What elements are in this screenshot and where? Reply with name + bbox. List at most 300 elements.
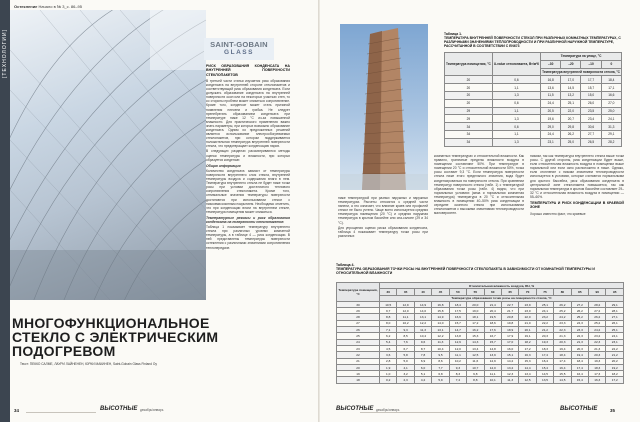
table-cell: 0,6 — [492, 76, 540, 84]
table-cell: 8,6 — [432, 358, 449, 364]
table-cell: 25,1 — [536, 301, 553, 307]
table-cell: 18,3 — [536, 345, 553, 351]
table-cell: 13,6 — [541, 84, 561, 92]
table-cell: 29,0 — [541, 123, 561, 131]
table-cell: 23,3 — [571, 327, 588, 333]
table-cell: 7,4 — [449, 377, 466, 383]
t4-rh-col: 50 — [449, 289, 466, 295]
table-cell: 12,9 — [449, 339, 466, 345]
table-cell: 8,7 — [414, 345, 431, 351]
table-cell: 20,3 — [554, 339, 571, 345]
table-cell: 26,2 — [589, 314, 606, 320]
table-cell: 23,4 — [581, 115, 601, 123]
table-cell: 17,4 — [536, 352, 553, 358]
table-cell: 0,2 — [380, 377, 397, 383]
t4-rh-col: 75 — [536, 289, 553, 295]
t4-rh-col: 80 — [554, 289, 571, 295]
t4-head-rh: Относительная влажность воздуха, RH, % — [380, 283, 624, 289]
table-cell: 18,3 — [589, 364, 606, 370]
table-row — [337, 377, 624, 383]
table-cell: 24,2 — [589, 327, 606, 333]
table-cell: 18,4 — [601, 76, 621, 84]
table-cell: 20 — [445, 76, 493, 84]
table-cell: 4,5 — [380, 345, 397, 351]
table-cell: 19,8 — [501, 320, 518, 326]
table-cell: 18,1 — [467, 314, 484, 320]
table-cell: 27,7 — [581, 130, 601, 138]
table-cell: 25,1 — [606, 327, 624, 333]
saint-gobain-logo — [204, 38, 274, 60]
t4-rh-col: 30 — [380, 289, 397, 295]
table-cell: 15,5 — [554, 371, 571, 377]
table-cell: 0,6 — [492, 99, 540, 107]
table-cell: 11,6 — [467, 358, 484, 364]
t1-head-outside: Температура на улице, °С — [541, 53, 622, 61]
table-cell: 18,4 — [554, 352, 571, 358]
table-cell: 26,5 — [581, 138, 601, 146]
table-cell: 8,5 — [397, 333, 414, 339]
table-cell: 22,0 — [561, 107, 581, 115]
skyscraper-illustration — [340, 24, 428, 190]
table-cell: 22,2 — [536, 320, 553, 326]
table-cell: 23,3 — [554, 320, 571, 326]
table-cell: 15,4 — [571, 377, 588, 383]
glass-atrium-photo — [10, 10, 206, 300]
table-cell: 13,2 — [561, 91, 581, 99]
building-photo — [340, 24, 428, 190]
table-cell: 7,1 — [380, 327, 397, 333]
table-cell: 27,2 — [589, 308, 606, 314]
t1-head-u: U-value стеклопакета, Вт/м²К — [492, 53, 540, 76]
table-cell: 22,0 — [519, 314, 536, 320]
table-cell: 14,4 — [519, 364, 536, 370]
right-text-column-3 — [530, 154, 624, 217]
table-cell: 24,3 — [571, 320, 588, 326]
table-cell: 9,5 — [432, 352, 449, 358]
table-cell: 16,0 — [501, 345, 518, 351]
table-cell: 16,2 — [467, 327, 484, 333]
table-cell: 15,7 — [581, 84, 601, 92]
logo-sub: GLASS — [224, 49, 254, 56]
table-cell: 15,3 — [519, 358, 536, 364]
table-cell: 20,3 — [571, 345, 588, 351]
table-cell: 22,3 — [554, 327, 571, 333]
table-cell: 10,4 — [432, 345, 449, 351]
table-cell: 12,2 — [432, 333, 449, 339]
table-cell: 23,2 — [536, 314, 553, 320]
section-side-strip — [0, 0, 10, 422]
table1-caption — [444, 32, 622, 48]
table-cell: 24,4 — [541, 99, 561, 107]
table-cell: 7,7 — [432, 364, 449, 370]
table-cell: 20 — [337, 364, 380, 370]
section-side-label: [ТЕХНОЛОГИИ] — [2, 28, 8, 78]
table-cell: 27,2 — [571, 301, 588, 307]
table-cell: 16,4 — [536, 358, 553, 364]
table-cell: 21,3 — [554, 333, 571, 339]
t4-rh-col: 90 — [589, 289, 606, 295]
table-cell: 16,6 — [601, 91, 621, 99]
table-cell: 25,1 — [561, 99, 581, 107]
table-cell: 29,8 — [561, 123, 581, 131]
table-inner-glass-temperature — [444, 52, 622, 147]
t4-rh-col: 35 — [397, 289, 414, 295]
table-cell: 14,0 — [432, 320, 449, 326]
table-cell: 7,8 — [414, 352, 431, 358]
table-cell: 20 — [445, 84, 493, 92]
table-cell: 5,1 — [414, 371, 431, 377]
table-row — [445, 115, 622, 123]
table-cell: 15,4 — [536, 364, 553, 370]
table-cell: 28 — [337, 314, 380, 320]
table-cell: 18 — [337, 377, 380, 383]
table-cell: 16,7 — [484, 333, 501, 339]
table-cell: 25,0 — [601, 107, 621, 115]
edge-zone-heading: ТЕМПЕРАТУРА И РИСК КОНДЕНСАЦИИ В КРАЕВОЙ ЗОНЕ — [530, 201, 624, 210]
table-cell: 20,8 — [501, 314, 518, 320]
table-cell: 14,9 — [432, 314, 449, 320]
table-cell: 14,0 — [414, 308, 431, 314]
table-cell: 11,1 — [397, 314, 414, 320]
paragraph: Для упрощения оценки риска образования конденсата, таблица 4 показывает температуру точки росы при различных — [338, 225, 428, 238]
table-cell: 12,5 — [467, 352, 484, 358]
table-cell: 14,5 — [536, 371, 553, 377]
table-cell: 20,0 — [467, 301, 484, 307]
table-cell: 13,8 — [449, 333, 466, 339]
table4-body — [337, 301, 624, 383]
table-cell: 34 — [445, 123, 493, 131]
t1-head-inner: Температура внутренней поверхности стекла, °С — [542, 69, 620, 74]
table-cell: 23,9 — [519, 301, 536, 307]
table-cell: 5,8 — [397, 352, 414, 358]
table-cell: 17,2 — [606, 377, 624, 383]
table-row — [445, 107, 622, 115]
t1-outside-col: –30 — [541, 60, 561, 68]
table-cell: 20 — [445, 99, 493, 107]
table-cell: 14,5 — [554, 377, 571, 383]
table-cell: 21,4 — [484, 301, 501, 307]
table-cell: 12,0 — [449, 345, 466, 351]
table-cell: 19,3 — [536, 339, 553, 345]
table-cell: 9,3 — [397, 327, 414, 333]
magazine-name-left: ВЫСОТНЫЕ — [100, 406, 138, 412]
table4-label: Таблица 4. — [336, 263, 355, 267]
table-cell: 22 — [337, 352, 380, 358]
table-row — [445, 76, 622, 84]
footer-rule-right — [360, 412, 520, 413]
table-cell: 1,0 — [380, 371, 397, 377]
paragraph: комнатных температурах и относительной влажности. Как правило, граничные пределы влажности воздуха в помещении составляют 50%. При температуре в помещении 20 °С и относительной влажности 50%, точка росы составит 9,3 °С. Если температура поверхности стекла ниже этого предельного значения, вода будет конденсироваться на поверхности стекла. При сравнении температур поверхности стекла (табл. 1) с температурой образования точки росы (табл. 4) видно, что при нормальных условиях (зима и нормальная комнатная температура) температура в 20 °С и относительная влажность в помещении 40–50% риск конденсации в середине оконного стекла при использовании стеклопакетов с высокими значениями теплопроводности маловероятен. — [434, 154, 524, 216]
table-cell: 25,2 — [589, 320, 606, 326]
table-cell: 17,4 — [554, 358, 571, 364]
table-cell: 21,3 — [589, 345, 606, 351]
table-cell: 6,2 — [380, 333, 397, 339]
table-cell: 22,2 — [606, 345, 624, 351]
table-cell: 23 — [337, 345, 380, 351]
table-cell: 15,7 — [484, 339, 501, 345]
table-cell: 2,8 — [380, 358, 397, 364]
table-cell: 17,7 — [581, 76, 601, 84]
table-cell: 17,4 — [571, 364, 588, 370]
table-cell: 5,4 — [380, 339, 397, 345]
t4-rh-col: 60 — [484, 289, 501, 295]
table-cell: 17,5 — [449, 308, 466, 314]
table-cell: 7,6 — [397, 339, 414, 345]
table-cell: 26,2 — [571, 308, 588, 314]
table-cell: 6,8 — [432, 371, 449, 377]
t4-rh-col: 45 — [432, 289, 449, 295]
table-cell: 9,3 — [449, 364, 466, 370]
table-cell: 17,2 — [519, 345, 536, 351]
paragraph: низким, так как температура внутреннего стекла выше точки росы. С другой стороны, риск конденсации будет выше, если относительная влажность воздуха в помещении выше нормальной или если окно расположено в нише. Однако, если отопление с низким значением теплопроводности используется в условиях, которые считаются нормальными для крытого бассейна, риск образования конденсата в центральной зоне стеклопакета повышается, так как нормальная температура в крытом бассейне составляет 29–32 °С и относительная влажность воздуха в помещении — 55–60%. — [530, 154, 624, 199]
table-cell: 19,0 — [467, 308, 484, 314]
table-cell: 18,2 — [519, 339, 536, 345]
table-cell: 12,3 — [501, 371, 518, 377]
table-cell: 24,1 — [606, 333, 624, 339]
table-cell: 25 — [337, 333, 380, 339]
table-cell: 19,6 — [541, 115, 561, 123]
table-cell: 24,1 — [601, 115, 621, 123]
table-cell: 4,1 — [397, 364, 414, 370]
t4-rh-col: 85 — [571, 289, 588, 295]
table-cell: 17,1 — [601, 84, 621, 92]
t1-outside-col: –10 — [581, 60, 601, 68]
table-cell: 21,3 — [571, 339, 588, 345]
table-cell: 26,0 — [581, 99, 601, 107]
table-cell: 15,0 — [581, 91, 601, 99]
table-cell: 13,4 — [467, 345, 484, 351]
table-cell: 26,1 — [606, 320, 624, 326]
table-cell: 16,4 — [571, 371, 588, 377]
table-cell: 16,6 — [449, 314, 466, 320]
table-cell: 14,7 — [449, 327, 466, 333]
table-cell: 29 — [445, 115, 493, 123]
table-cell: 1,1 — [492, 130, 540, 138]
glass-atrium-illustration — [10, 10, 206, 300]
t4-rh-col: 65 — [501, 289, 518, 295]
t4-rh-col: 70 — [519, 289, 536, 295]
table-cell: 13,9 — [484, 352, 501, 358]
paragraph: Хорошо известно факт, что краевые — [530, 211, 586, 216]
table-cell: 11,3 — [432, 339, 449, 345]
paragraph: Таблица 1 показывает температуру внутреннего стекла при различных уровнях комнатной температуры, а в таблице 4 — риск конденсации. В ней представлены температуры поверхности остекления с различными значениями сопротивления теплопередаче. — [206, 225, 290, 250]
table-cell: 3,6 — [380, 352, 397, 358]
table-cell: 21 — [337, 358, 380, 364]
table-cell: 24 — [337, 339, 380, 345]
table-cell: 1,9 — [380, 364, 397, 370]
table-cell: 6,9 — [414, 358, 431, 364]
table-cell: 20,3 — [536, 333, 553, 339]
table-cell: 20,1 — [519, 327, 536, 333]
table-cell: 27 — [337, 320, 380, 326]
table-cell: 12,9 — [484, 358, 501, 364]
magazine-name-right: ВЫСОТНЫЕ — [336, 406, 374, 412]
paragraph: В третьей части статьи изучается риск образования конденсата на внутренней стороне стеклопакетов и соответствующий риск образования конденсата. Если допускать образование конденсата на внутренней поверхности окон или на некоторых участках стен, то со стороны проблем может снизиться сопротивление. Кроме того, конденсат может стать причиной появления плесени и грибка. Не следует пренебрегать образованием конденсата при температуре ниже 12 °С из-за повышенной влажности. Для практического применения важно знать параметры, при которых возможно образование конденсата. Одним из предложенных решений является использование электрообогреваемых стеклопакетов, при котором поддерживается положительная температура внутренней поверхности стекла, что предотвращает конденсацию паров. — [206, 78, 290, 149]
table-cell: 10,2 — [449, 358, 466, 364]
table-cell: 11,1 — [484, 371, 501, 377]
page-number-left: 34 — [14, 408, 19, 413]
table-cell: 28,2 — [589, 301, 606, 307]
t1-outside-col: –20 — [561, 60, 581, 68]
table-cell: 17,0 — [501, 339, 518, 345]
table-cell: 19,1 — [519, 333, 536, 339]
table-cell: 14,5 — [561, 84, 581, 92]
table-cell: 22,7 — [501, 301, 518, 307]
table-cell: 30,6 — [581, 123, 601, 131]
table-cell: 17,9 — [501, 333, 518, 339]
table-cell: 19,4 — [554, 345, 571, 351]
running-head-section: Остекление — [14, 4, 38, 9]
table-cell: 18,2 — [606, 371, 624, 377]
table-cell: 3,2 — [397, 371, 414, 377]
t4-head-dew: Температура образования точки росы на поверхности стекла, °С — [380, 295, 624, 301]
table-cell: 11,3 — [501, 377, 518, 383]
footer-rule — [26, 412, 96, 413]
table-cell: 29 — [445, 107, 493, 115]
table-cell: 18,6 — [484, 320, 501, 326]
t4-rh-col: 40 — [414, 289, 431, 295]
table-cell: 2,3 — [397, 377, 414, 383]
table-row — [445, 91, 622, 99]
table-cell: 17,6 — [484, 327, 501, 333]
table-cell: 18,4 — [571, 358, 588, 364]
right-text-column-2 — [434, 154, 524, 216]
table-cell: 1,3 — [492, 138, 540, 146]
table-cell: 10,7 — [467, 364, 484, 370]
table-cell: 29,1 — [606, 301, 624, 307]
table-row — [445, 99, 622, 107]
logo-name: SAINT-GOBAIN — [210, 40, 268, 49]
magazine-name-right-2: ВЫСОТНЫЕ — [560, 406, 598, 412]
table-cell: 28,2 — [601, 138, 621, 146]
left-text-column-1 — [206, 64, 290, 251]
table-cell: 18,9 — [501, 327, 518, 333]
table-cell: 1,1 — [492, 84, 540, 92]
table-cell: 5,9 — [432, 377, 449, 383]
table-cell: 15,3 — [467, 333, 484, 339]
table-cell: 9,8 — [467, 371, 484, 377]
table-cell: 13,1 — [432, 327, 449, 333]
table-cell: 12,0 — [397, 308, 414, 314]
t4-rh-col: 55 — [467, 289, 484, 295]
table-cell: 1,3 — [492, 115, 540, 123]
page-number-right: 35 — [610, 408, 615, 413]
temperature-subheading: Температурные режимы и риск образования конденсата на поверхности стеклопакетов — [206, 215, 290, 224]
table-cell: 20,4 — [484, 308, 501, 314]
table-cell: 19,2 — [606, 364, 624, 370]
table-row — [445, 138, 622, 146]
table-cell: 11,5 — [541, 91, 561, 99]
table-cell: 13,1 — [414, 314, 431, 320]
table-cell: 34 — [445, 138, 493, 146]
table-cell: 10,5 — [380, 301, 397, 307]
table-cell: 24,1 — [536, 308, 553, 314]
table-cell: 21,7 — [501, 308, 518, 314]
table-cell: 15,7 — [449, 320, 466, 326]
table-cell: 8,8 — [380, 314, 397, 320]
running-head — [14, 4, 82, 9]
table-cell: 25,0 — [561, 138, 581, 146]
running-head-rest: Начало в № 3_с. 86–95 — [38, 4, 82, 9]
table-cell: 20,7 — [561, 115, 581, 123]
table-cell: 29,1 — [601, 130, 621, 138]
table-cell: 27,0 — [601, 99, 621, 107]
table4-caption — [336, 263, 624, 275]
table-cell: 20,3 — [589, 352, 606, 358]
intro-heading: РИСК ОБРАЗОВАНИЯ КОНДЕНСАТА НА ВНУТРЕННЕЙ ПОВЕРХНОСТИ СТЕКЛОПАКЕТОВ — [206, 64, 290, 77]
t4-head-temp: Температура помещения, °С — [337, 283, 380, 302]
table-cell: 10,1 — [484, 377, 501, 383]
t1-outside-col: 0 — [601, 60, 621, 68]
table-cell: 8,0 — [380, 320, 397, 326]
table-cell: 23,1 — [541, 138, 561, 146]
table-cell: 34 — [445, 130, 493, 138]
table-cell: 9,7 — [380, 308, 397, 314]
table-cell: 16,3 — [519, 352, 536, 358]
table-cell: 24,4 — [541, 130, 561, 138]
table-cell: 23,1 — [606, 339, 624, 345]
table-row — [445, 123, 622, 131]
table-cell: 25,2 — [554, 308, 571, 314]
article-title: МНОГОФУНКЦИОНАЛЬНОЕ СТЕКЛО С ЭЛЕКТРИЧЕСКИМ ПОДОГРЕВОМ — [12, 315, 219, 359]
table-cell: 14,2 — [501, 358, 518, 364]
table-cell: 17,2 — [467, 320, 484, 326]
table-cell: 19,3 — [589, 358, 606, 364]
table-cell: 21,2 — [606, 352, 624, 358]
table-cell: 1,1 — [492, 107, 540, 115]
table-cell: 4,2 — [414, 377, 431, 383]
issue-date-left: декабрь/январь — [140, 408, 164, 412]
table-cell: 16,4 — [554, 364, 571, 370]
table-cell: 20,5 — [541, 107, 561, 115]
paragraph: ниже температурой при разных наружных и наружных температурах. Расчеты относятся к средней части панели, а это означает, что влияние краев или профилей стекол не было учтено. Чаще всего используется средняя температура помещения (20 °С) и средняя наружная температура в крытом бассейне или спа-салоне (29 и 34 °С). — [338, 196, 428, 225]
table-cell: 6,7 — [397, 345, 414, 351]
table-cell: 6,0 — [414, 364, 431, 370]
table-cell: 16,3 — [589, 377, 606, 383]
table-cell: 11,1 — [449, 352, 466, 358]
table-cell: 31,3 — [601, 123, 621, 131]
table-cell: 23,5 — [581, 107, 601, 115]
table-cell: 1,3 — [492, 91, 540, 99]
table-cell: 23,0 — [519, 308, 536, 314]
table-cell: 26,2 — [561, 130, 581, 138]
paragraph: В следующих разделах рассматриваются методы оценки температуры и влажности, при которых образуется конденсат. — [206, 149, 290, 162]
table-cell: 21,0 — [519, 320, 536, 326]
issue-date-right: декабрь/январь — [376, 408, 400, 412]
paragraph: Количество конденсата зависит от температуры поверхности внутреннего слоя стекла, внутренней температуры воздуха и содержания влаги в нем. Температура внутреннего стекла не будет ниже точки росы при условии достаточного теплового сопротивления стеклопакета. Кроме того, оптимальные значения температуры поверхности достигаются при использовании стекол с низкоэмиссионным покрытием. Необходимо отметить, что при конденсации влаги на внутреннем стекле, температура помещения может снижаться. — [206, 168, 290, 214]
t1-head-room: Температура помещения, °С — [445, 53, 493, 76]
table-cell: 10,2 — [397, 320, 414, 326]
table-cell: 26 — [337, 327, 380, 333]
table-cell: 12,2 — [414, 320, 431, 326]
table-cell: 19,5 — [484, 314, 501, 320]
table-cell: 15,1 — [501, 352, 518, 358]
table-cell: 16,8 — [541, 76, 561, 84]
table-cell: 20 — [445, 91, 493, 99]
table-cell: 11,3 — [414, 327, 431, 333]
table4-title: ТЕМПЕРАТУРА ОБРАЗОВАНИЯ ТОЧКИ РОСЫ НА ВНУТРЕННЕЙ ПОВЕРХНОСТИ СТЕКЛОПАКЕТА В ЗАВИСИМОСТИ ОТ КОМНАТНОЙ ТЕМПЕРАТУРЫ И ОТНОСИТЕЛЬНОЙ ВЛАЖНОСТИ — [336, 267, 595, 275]
table-cell: 22,3 — [571, 333, 588, 339]
table-cell: 5,0 — [397, 358, 414, 364]
table-cell: 17,0 — [561, 76, 581, 84]
author-line: Текст: ПЕККО САЛМЕ, ЛАУРИ ЛАЙНЕНЕН, ЮРКИ МАКИНЕН, Saint-Gobain Glass Finland Oy — [20, 362, 157, 366]
table-cell: 13,4 — [519, 371, 536, 377]
right-text-column-1 — [338, 196, 428, 239]
table-dew-point — [336, 282, 624, 384]
table-cell: 19 — [337, 371, 380, 377]
table-cell: 12,5 — [519, 377, 536, 383]
table-cell: 23,2 — [589, 333, 606, 339]
